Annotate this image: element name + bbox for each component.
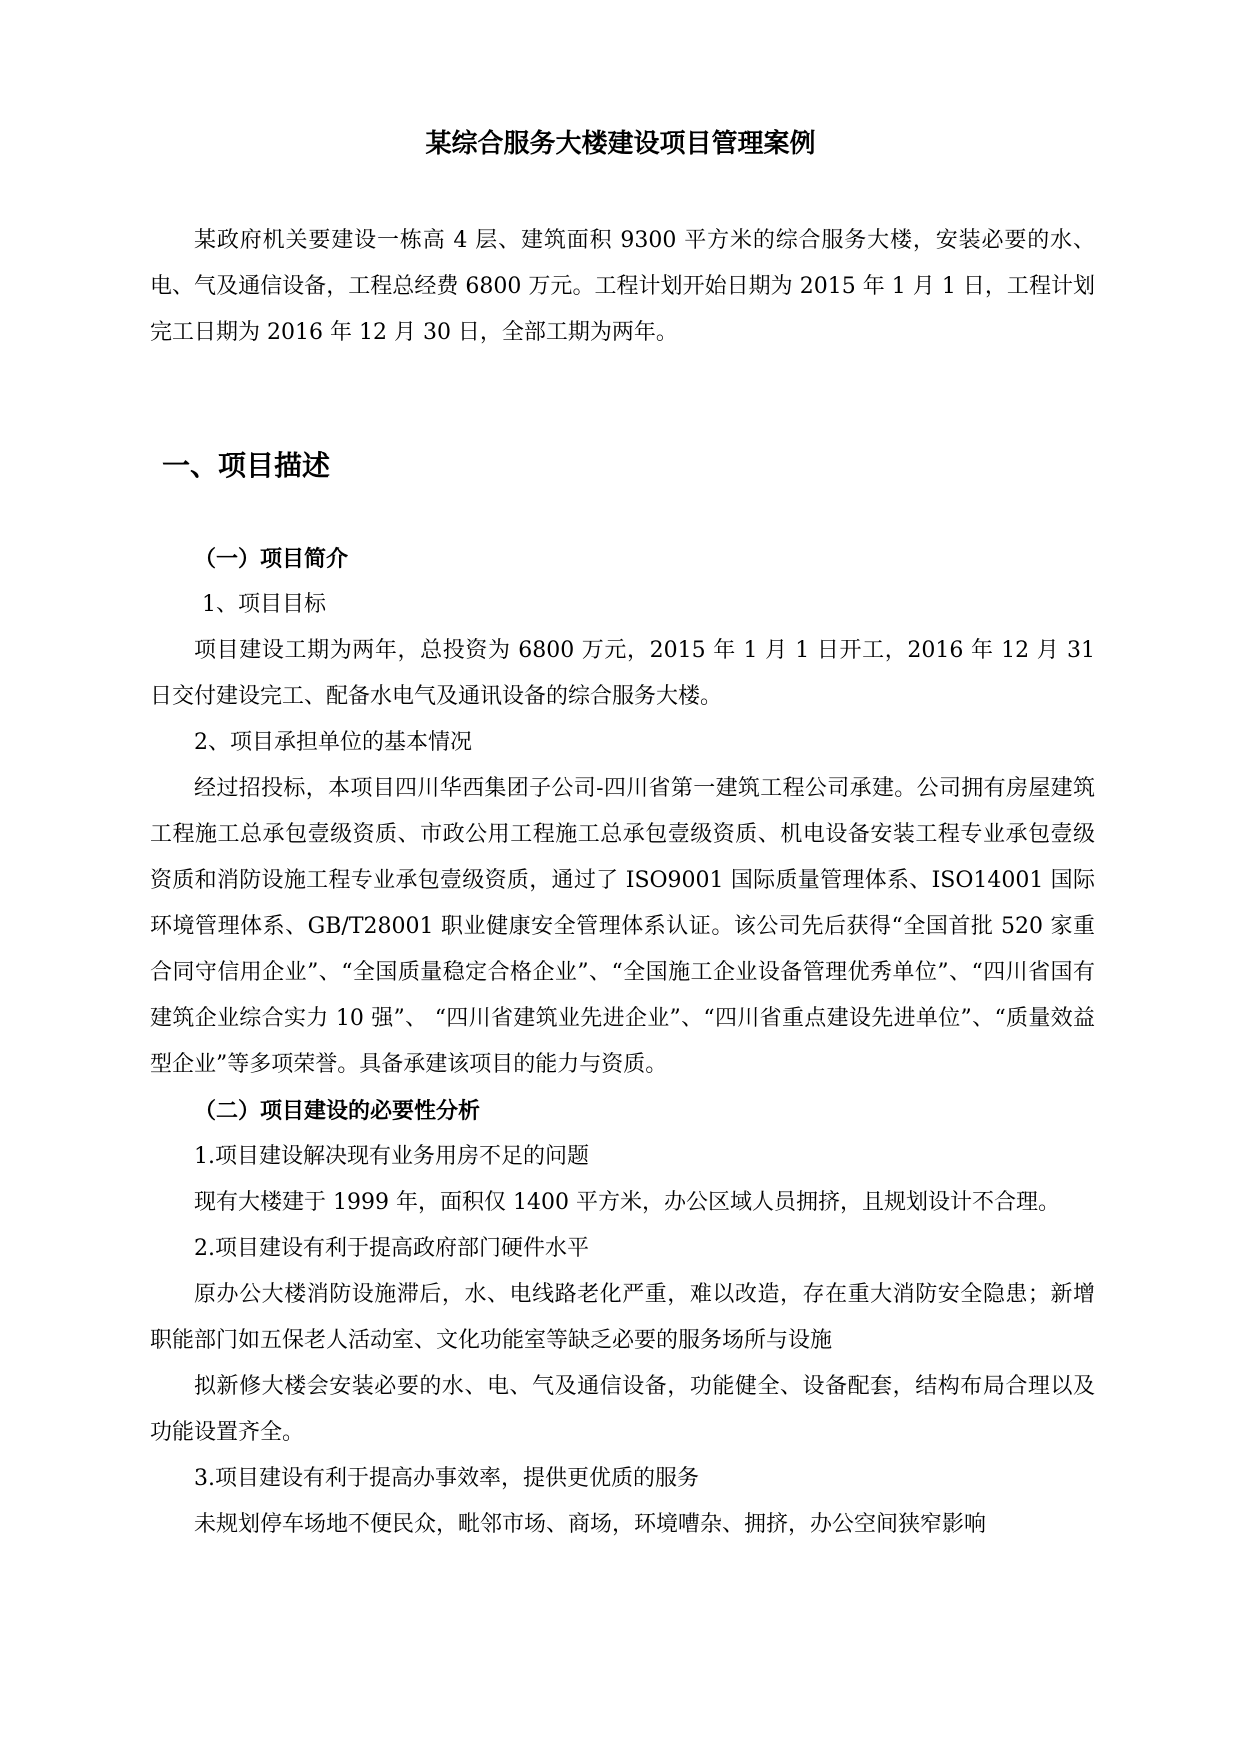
subsection-heading-project-intro: （一）项目简介 [194, 546, 349, 572]
paragraph-hardware-plan: 拟新修大楼会安装必要的水、电、气及通信设备，功能健全、设备配套，结构布局合理以及功能设置齐全。 [150, 1374, 1095, 1445]
item-heading-contractor-info: 2、项目承担单位的基本情况 [194, 730, 472, 755]
section-heading-project-description: 一、项目描述 [162, 449, 331, 482]
document-title: 某综合服务大楼建设项目管理案例 [425, 129, 816, 159]
paragraph-space-shortage: 现有大楼建于 1999 年，面积仅 1400 平方米，办公区域人员拥挤，且规划设计不合理。 [194, 1190, 1060, 1215]
section-body [150, 536, 1095, 1548]
paragraph-efficiency: 未规划停车场地不便民众，毗邻市场、商场，环境嘈杂、拥挤，办公空间狭窄影响 [194, 1512, 987, 1537]
paragraph-project-goal: 项目建设工期为两年，总投资为 6800 万元，2015 年 1 月 1 日开工，2016 年 12 月 31 日交付建设完工、配备水电气及通讯设备的综合服务大楼。 [150, 638, 1095, 709]
item-heading-project-goal: 1、项目目标 [202, 592, 326, 617]
item-heading-hardware-level: 2.项目建设有利于提高政府部门硬件水平 [194, 1236, 589, 1261]
item-heading-space-shortage: 1.项目建设解决现有业务用房不足的问题 [194, 1144, 589, 1169]
subsection-heading-necessity: （二）项目建设的必要性分析 [194, 1098, 481, 1124]
paragraph-hardware-problems: 原办公大楼消防设施滞后，水、电线路老化严重，难以改造，存在重大消防安全隐患；新增职能部门如五保老人活动室、文化功能室等缺乏必要的服务场所与设施 [150, 1282, 1095, 1353]
intro-paragraph: 某政府机关要建设一栋高 4 层、建筑面积 9300 平方米的综合服务大楼，安装必要的水、电、气及通信设备，工程总经费 6800 万元。工程计划开始日期为 2015 年 1 月 1 日，工程计划完工日期为 2016 年 12 月 30 日，全部工期为两年。 [150, 228, 1095, 345]
paragraph-contractor-info: 经过招投标，本项目四川华西集团子公司-四川省第一建筑工程公司承建。公司拥有房屋建筑工程施工总承包壹级资质、市政公用工程施工总承包壹级资质、机电设备安装工程专业承包壹级资质和消防设施工程专业承包壹级资质，通过了 ISO9001 国际质量管理体系、ISO14001 国际环境管理体系、GB/T28001 职业健康安全管理体系认证。该公司先后获得“全国首批 520 家重合同守信用企业”、“全国质量稳定合格企业”、“全国施工企业设备管理优秀单位”、“四川省国有建筑企业综合实力 10 强”、 “四川省建筑业先进企业”、“四川省重点建设先进单位”、“质量效益型企业”等多项荣誉。具备承建该项目的能力与资质。 [150, 776, 1095, 1077]
item-heading-efficiency: 3.项目建设有利于提高办事效率，提供更优质的服务 [194, 1466, 699, 1491]
